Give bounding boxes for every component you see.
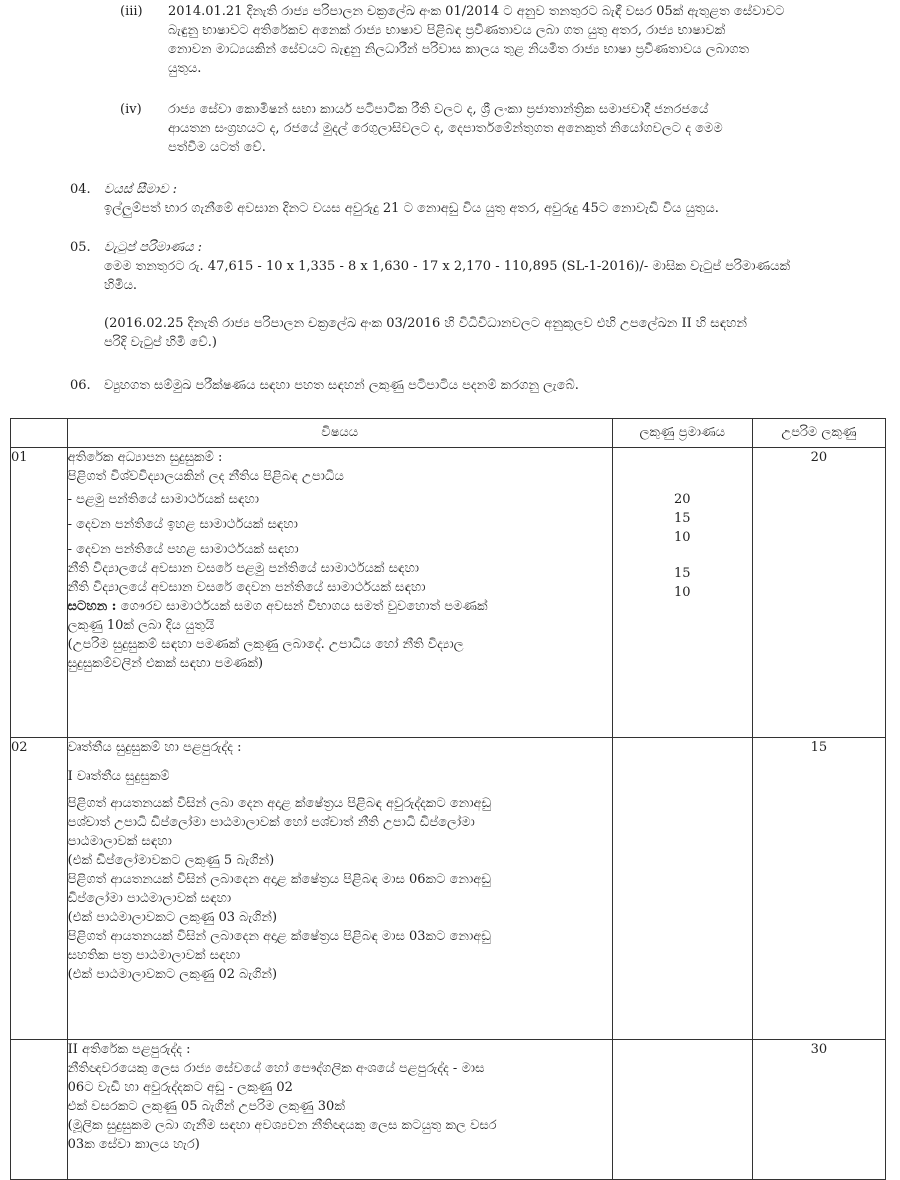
note-label: සටහන : <box>67 599 117 614</box>
row-marks <box>612 448 752 738</box>
row-line: පශ්චාත් උපාධි ඩිප්ලෝමා පාඨමාලාවක් හෝ පශ්චාත් නීති උපාධි ඩිප්ලෝමා <box>67 815 475 830</box>
note-text: ගෞරව සාමාර්ථයක් සමග අවසන් විභාගය සමත් වුවහොත් පමණක් <box>116 599 488 614</box>
text-line: පත්වීම යටත් වේ. <box>168 140 266 155</box>
row-bullet: - දෙවන පන්තියේ ඉහළ සාමාර්ථයක් සඳහා <box>67 517 298 532</box>
row-line: එක් වසරකට ලකුණු 05 බැගින් උපරිම ලකුණු 30ක් <box>67 1099 345 1114</box>
header-number <box>11 419 68 448</box>
row-line: නීතිඥවරයෙකු ලෙස රාජ්‍ය සේවයේ හෝ පෞද්ගලික අංශයේ පළපුරුද්ද - මාස <box>67 1061 485 1076</box>
row-line: (එක් පාඨමාලාවකට ලකුණු 03 බැගින්) <box>67 910 278 925</box>
row-line: 06ට වැඩි හා අවුරුද්දකට අඩු - ලකුණු 02 <box>67 1080 293 1095</box>
item-numeral: (iv) <box>120 102 142 117</box>
table-header-row <box>11 419 886 448</box>
table-row <box>11 448 886 738</box>
row-line: (එක් ඩිප්ලෝමාවකට ලකුණු 5 බැගින්) <box>67 853 275 868</box>
row-paren: (උපරිම සුදුසුකම් සඳහා පමණක් ලකුණු ලබාදේ. උපාධිය හෝ නීති විද්‍යාල <box>67 637 464 652</box>
row-number <box>11 1040 68 1180</box>
row-line: 03ක සේවා කාලය හැර) <box>67 1137 200 1152</box>
item-text <box>168 100 868 157</box>
row-bullet: - පළමු පන්තියේ සාමාර්ථයක් සඳහා <box>67 492 260 507</box>
row-line: ඩිප්ලෝමා පාඨමාලාවක් සඳහා <box>67 891 232 906</box>
text-line: රාජ්‍ය සේවා කොමිෂන් සභා කාර්ය පටිපාටික රීති වලට ද, ශ්‍රී ලංකා ප්‍රජාතාන්ත්‍රික සමාජවාදී ජනරජයේ <box>168 102 709 117</box>
header-max-marks: උපරිම ලකුණු <box>752 419 885 448</box>
row-line: (මූලික සුදුසුකම ලබා ගැනීම සඳහා අවශ්‍යවන නීතිඥයකු ලෙස කටයුතු කල වසර <box>67 1118 497 1133</box>
row-subject <box>67 1040 612 1180</box>
row-max-marks: 20 <box>752 448 885 738</box>
section-text: ඉල්ලුම්පත් භාර ගැනීමේ අවසාන දිනට වයස අවුරුදු 21 ට නොඅඩු විය යුතු අතර, අවුරුදු 45ට නොවැඩි විය යුතුය. <box>104 201 719 216</box>
table-row <box>11 1040 886 1180</box>
row-paren-cont: සුදුසුකම්වලින් එකක් සඳහා පමණක්) <box>67 656 264 671</box>
item-numeral: (iii) <box>120 4 143 19</box>
row-title: වෘත්තීය සුදුසුකම් හා පළපුරුද්ද : <box>67 740 242 755</box>
row-line: නීති විද්‍යාලයේ අවසාන වසරේ පළමු පන්තියේ සාමාර්ථයක් සඳහා <box>67 561 420 576</box>
row-line: පිළිගත් ආයතනයක් විසින් ලබාදෙන අදාළ ක්ෂේත්‍රය පිළිබඳ මාස 03කට නොඅඩු <box>67 929 491 944</box>
row-max-marks: 30 <box>752 1040 885 1180</box>
mark-value: 15 <box>673 566 691 581</box>
row-subheading: I වෘත්තීය සුදුසුකම් <box>67 769 170 784</box>
row-line: පිළිගත් ආයතනයක් විසින් ලබාදෙන අදාළ ක්ෂේත්‍රය පිළිබඳ මාස 06කට නොඅඩු <box>67 872 491 887</box>
text-line: ආයතන සංග්‍රහයට ද, රජයේ මුදල් රෙගුලාසිවලට ද, දෙපාර්තමේන්තුගත අනෙකුත් නියෝගවලට ද මෙම <box>168 121 723 136</box>
row-title: II අතිරේක පළපුරුද්ද : <box>67 1042 191 1057</box>
mark-value: 10 <box>673 585 691 600</box>
section-number: 04. <box>70 182 91 197</box>
row-max-marks: 15 <box>752 738 885 1040</box>
text-line: නොවන මාධ්‍යයකින් සේවයට බැඳුනු නිලධාරීන් පරිවාස කාලය තුළ නියමිත රාජ්‍ය භාෂා ප්‍රවීණතාවය ලබාගත <box>168 42 750 57</box>
row-subject <box>67 448 612 738</box>
row-note-cont: ලකුණු 10ක් ලබා දිය යුතුයි <box>67 618 215 633</box>
mark-value: 10 <box>673 530 691 545</box>
text-line: 2014.01.21 දිනැති රාජ්‍ය පරිපාලන චක්‍රලේඛ අංක 01/2014 ට අනුව තනතුරට බැඳී වසර 05ක් ඇතුළත සේවාවට <box>168 4 785 19</box>
section-number: 06. <box>70 378 91 393</box>
text-line: යුතුය. <box>168 61 202 76</box>
marking-scheme-table <box>10 418 886 1180</box>
row-subject <box>67 738 612 1040</box>
row-line: නීති විද්‍යාලයේ අවසාන වසරේ දෙවන පන්තියේ සාමාර්ථයක් සඳහා <box>67 580 426 595</box>
section-interview <box>0 376 900 400</box>
row-line: පිළිගත් ආයතනයක් විසින් ලබා දෙන අදාළ ක්ෂේත්‍රය පිළිබඳ අවුරුද්දකට නොඅඩු <box>67 796 492 811</box>
header-subject: විෂයය <box>67 419 612 448</box>
header-marks: ලකුණු ප්‍රමාණය <box>612 419 752 448</box>
row-title: අතිරේක අධ්‍යාපන සුදුසුකම් : <box>67 450 223 465</box>
row-number: 01 <box>11 448 68 738</box>
item-text <box>168 2 868 78</box>
row-line: පිළිගත් විශ්වවිද්‍යාලයකින් ලද නීතිය පිළිබඳ උපාධිය <box>67 469 344 484</box>
section-text: ව්‍යුහගත සම්මුඛ පරීක්ෂණය සඳහා පහත සඳහන් ලකුණු පටිපාටිය පදනම් කරගනු ලැබේ. <box>104 378 579 393</box>
row-number: 02 <box>11 738 68 1040</box>
section-number: 05. <box>70 240 91 255</box>
row-marks <box>612 1040 752 1180</box>
salary-scale-cont: හිමිය. <box>104 278 138 293</box>
text-line: බැඳුනු භාෂාවට අතිරේකව අනෙක් රාජ්‍ය භාෂාව පිළිබඳ ප්‍රවීණතාවය ලබා ගත යුතු අතර, රාජ්‍ය භාෂාවක් <box>168 23 726 38</box>
section-age-limit <box>0 180 900 220</box>
row-bullet: - දෙවන පන්තියේ පහළ සාමාර්ථයක් සඳහා <box>67 542 299 557</box>
row-line: පාඨමාලාවක් සඳහා <box>67 834 172 849</box>
row-line: (එක් පාඨමාලාවකට ලකුණු 02 බැගින්) <box>67 967 278 982</box>
section-title: වයස් සීමාව : <box>104 182 178 197</box>
salary-note-cont: පරිදි වැටුප් හිමි වේ.) <box>104 335 217 350</box>
salary-note: (2016.02.25 දිනැති රාජ්‍ය පරිපාලන චක්‍රලේඛ අංක 03/2016 හි විධිවිධානවලට අනුකූලව එහි උපලේඛන II හි සඳහන් <box>104 316 747 331</box>
salary-scale: මෙම තනතුරට රු. 47,615 - 10 x 1,335 - 8 x 1,630 - 17 x 2,170 - 110,895 (SL-1-2016)/- මාසික වැටුප් පරිමාණයක් <box>104 259 791 274</box>
row-note <box>68 597 612 616</box>
section-title: වැටුප් පරිමාණය : <box>104 240 202 255</box>
table-row <box>11 738 886 1040</box>
mark-value: 15 <box>673 511 691 526</box>
row-line: සහතික පත්‍ර පාඨමාලාවක් සඳහා <box>67 948 241 963</box>
section-salary <box>0 238 900 358</box>
mark-value: 20 <box>673 492 691 507</box>
row-marks <box>612 738 752 1040</box>
